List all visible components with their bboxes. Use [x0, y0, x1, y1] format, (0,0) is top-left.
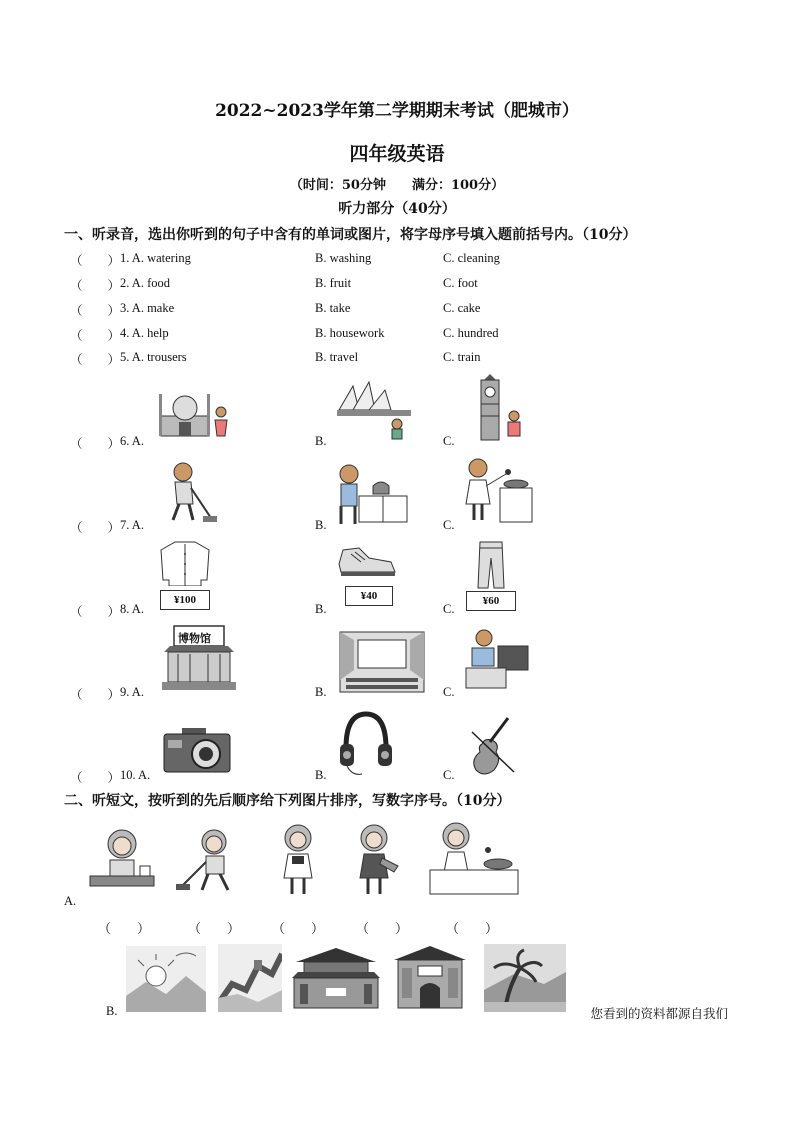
- item-7-label-c: C.: [443, 518, 455, 532]
- item-5-option-c: C. train: [443, 350, 481, 364]
- row-b-label: B.: [106, 1004, 118, 1018]
- item-9-label-c: C.: [443, 685, 455, 699]
- item-3-option-c: C. cake: [443, 301, 481, 315]
- answer-paren[interactable]: （ ）: [70, 605, 121, 619]
- item-3-option-b: B. take: [315, 301, 351, 315]
- opera-house-picture[interactable]: [335, 376, 413, 442]
- tiananmen-picture[interactable]: [290, 944, 382, 1012]
- item-9-label-b: B.: [315, 685, 327, 699]
- answer-paren[interactable]: （ ）: [70, 521, 121, 535]
- headphones-picture[interactable]: [338, 710, 394, 778]
- camera-picture[interactable]: [162, 724, 232, 776]
- girl-washing-dishes-picture[interactable]: [84, 826, 160, 896]
- item-4-option-c: C. hundred: [443, 326, 499, 340]
- item-4-option-b: B. housework: [315, 326, 385, 340]
- item-6-label-b: B.: [315, 434, 327, 448]
- temple-gate-picture[interactable]: [390, 944, 470, 1012]
- girl-vacuuming-picture[interactable]: [172, 826, 248, 896]
- item-3-option-a: 3. A. make: [120, 301, 175, 315]
- big-ben-picture[interactable]: [462, 374, 530, 444]
- cinema-picture[interactable]: [338, 630, 426, 694]
- item-10-label-a: 10. A.: [120, 768, 151, 782]
- shirt-picture[interactable]: [157, 540, 213, 586]
- taj-mahal-picture[interactable]: [157, 376, 231, 442]
- item-8-label-c: C.: [443, 602, 455, 616]
- section2-heading: 二、听短文，按听到的先后顺序给下列图片排序，写数字序号。（10分）: [64, 793, 511, 809]
- answer-paren[interactable]: （ ）: [70, 688, 121, 702]
- item-7-label-a: 7. A.: [120, 518, 144, 532]
- item-8-label-a: 8. A.: [120, 602, 144, 616]
- beach-palm-picture[interactable]: [484, 944, 566, 1012]
- sunrise-mountain-picture[interactable]: [126, 946, 206, 1012]
- answer-paren[interactable]: （ ）: [70, 329, 121, 343]
- item-10-label-c: C.: [443, 768, 455, 782]
- answer-paren[interactable]: （ ）: [70, 353, 121, 367]
- part-label: 听力部分（40分）: [338, 201, 456, 217]
- item-4-option-a: 4. A. help: [120, 326, 169, 340]
- shoes-picture[interactable]: [335, 538, 399, 580]
- girl-playing-violin-picture[interactable]: [348, 822, 404, 898]
- item-6-label-c: C.: [443, 434, 455, 448]
- answer-paren[interactable]: （ ）: [70, 254, 121, 268]
- girl-cooking-picture-2[interactable]: [428, 820, 520, 898]
- item-2-option-a: 2. A. food: [120, 276, 170, 290]
- price-tag-40: ¥40: [345, 586, 393, 606]
- boy-cooking-picture[interactable]: [335, 460, 409, 526]
- item-7-label-b: B.: [315, 518, 327, 532]
- section1-heading: 一、听录音，选出你听到的句子中含有的单词或图片，将字母序号填入题前括号内。（10分）: [64, 227, 637, 243]
- item-5-option-a: 5. A. trousers: [120, 350, 187, 364]
- boy-mopping-picture[interactable]: [157, 460, 217, 526]
- watching-tv-picture[interactable]: [462, 624, 532, 694]
- exam-subtitle: 四年级英语: [349, 143, 445, 165]
- order-blank[interactable]: （ ）: [356, 922, 409, 937]
- item-10-label-b: B.: [315, 768, 327, 782]
- item-2-option-c: C. foot: [443, 276, 478, 290]
- item-1-option-c: C. cleaning: [443, 251, 500, 265]
- order-blank[interactable]: （ ）: [188, 922, 241, 937]
- item-5-option-b: B. travel: [315, 350, 359, 364]
- item-2-option-b: B. fruit: [315, 276, 352, 290]
- violin-picture[interactable]: [464, 712, 520, 780]
- footer-note: 您看到的资料都源自我们: [590, 1006, 728, 1021]
- answer-paren[interactable]: （ ）: [70, 279, 121, 293]
- great-wall-picture[interactable]: [218, 944, 282, 1012]
- price-tag-60: ¥60: [466, 591, 516, 611]
- girl-cooking-picture[interactable]: [462, 458, 534, 526]
- answer-paren[interactable]: （ ）: [70, 771, 121, 785]
- item-1-option-a: 1. A. watering: [120, 251, 191, 265]
- answer-paren[interactable]: （ ）: [70, 304, 121, 318]
- exam-title: 2022~2023学年第二学期期末考试（肥城市）: [215, 101, 579, 121]
- order-blank[interactable]: （ ）: [98, 922, 151, 937]
- trousers-picture[interactable]: [474, 540, 508, 590]
- item-9-label-a: 9. A.: [120, 685, 144, 699]
- museum-sign: 博物馆: [178, 632, 211, 645]
- item-1-option-b: B. washing: [315, 251, 372, 265]
- order-blank[interactable]: （ ）: [446, 922, 499, 937]
- item-6-label-a: 6. A.: [120, 434, 144, 448]
- price-tag-100: ¥100: [160, 590, 210, 610]
- row-a-label: A.: [64, 894, 77, 908]
- item-8-label-b: B.: [315, 602, 327, 616]
- girl-taking-photo-picture[interactable]: [270, 822, 326, 898]
- order-blank[interactable]: （ ）: [272, 922, 325, 937]
- time-info: （时间：50分钟 满分：100分）: [289, 178, 505, 193]
- answer-paren[interactable]: （ ）: [70, 437, 121, 451]
